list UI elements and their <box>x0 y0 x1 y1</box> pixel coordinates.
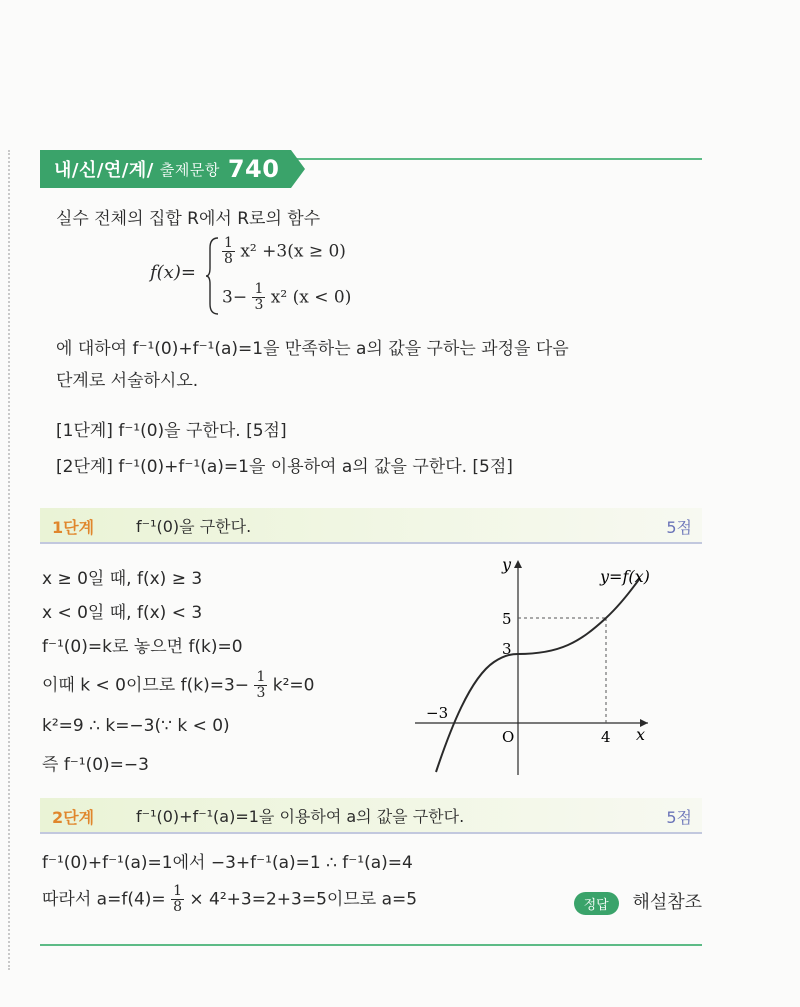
x-axis-label: x <box>636 725 646 744</box>
step1-line-4 <box>42 670 315 701</box>
problem-line-2: 단계로 서술하시오. <box>56 371 199 391</box>
step1-label: 1단계 <box>52 518 95 537</box>
step2-points: 5점 <box>666 808 692 827</box>
case1-den: 8 <box>224 251 233 267</box>
tick-neg3: −3 <box>426 704 449 722</box>
step1-frac-num: 1 <box>256 669 266 685</box>
step2-bar <box>40 798 702 834</box>
badge-main: 내/신/연/계/ <box>54 160 154 181</box>
step1-line-2: x < 0일 때, f(x) < 3 <box>42 603 203 623</box>
case2-rest: x² (x < 0) <box>270 287 352 308</box>
answer <box>574 888 702 915</box>
case2-pre: 3− <box>222 287 248 308</box>
step2-line-2-pre: 따라서 a=f(4)= <box>42 889 166 910</box>
step2-title: f⁻¹(0)+f⁻¹(a)=1을 이용하여 a의 값을 구한다. <box>136 807 465 826</box>
step2-label: 2단계 <box>52 808 95 827</box>
problem-badge <box>40 150 291 188</box>
case-1 <box>222 236 346 267</box>
curve-label: y=f(x) <box>600 567 650 586</box>
step1-frac-den: 3 <box>256 685 266 701</box>
case-2 <box>222 282 351 313</box>
tick-4: 4 <box>601 728 611 746</box>
step2-prompt: [2단계] f⁻¹(0)+f⁻¹(a)=1을 이용하여 a의 값을 구한다. [5점] <box>56 457 513 477</box>
y-axis-arrow <box>514 560 522 568</box>
step1-line-5: k²=9 ∴ k=−3(∵ k < 0) <box>42 716 230 736</box>
step1-line-4-text: 이때 k < 0이므로 f(k)=3− <box>42 675 250 696</box>
bottom-green-rule <box>40 944 702 946</box>
top-green-rule <box>290 158 702 160</box>
origin-label: O <box>502 728 515 746</box>
piecewise-brace <box>206 236 220 316</box>
y-axis-label: y <box>502 555 512 574</box>
answer-pill: 정답 <box>574 892 619 915</box>
tick-3: 3 <box>502 640 512 658</box>
case2-den: 3 <box>254 297 264 313</box>
step2-line-1: f⁻¹(0)+f⁻¹(a)=1에서 −3+f⁻¹(a)=1 ∴ f⁻¹(a)=4 <box>42 853 413 873</box>
step2-line-2 <box>42 884 417 915</box>
case1-num: 1 <box>224 235 233 251</box>
step2-frac-num: 1 <box>173 883 182 899</box>
case1-rest: x² +3(x ≥ 0) <box>240 241 346 262</box>
left-dotted-margin <box>8 150 10 970</box>
step1-line-6: 즉 f⁻¹(0)=−3 <box>42 755 149 775</box>
step1-points: 5점 <box>666 518 692 537</box>
step1-frac-tail: k²=0 <box>272 675 315 696</box>
step2-line-2-post: × 4²+3=2+3=5이므로 a=5 <box>189 889 418 910</box>
step1-line-3: f⁻¹(0)=k로 놓으면 f(k)=0 <box>42 637 243 657</box>
problem-line-1: 에 대하여 f⁻¹(0)+f⁻¹(a)=1을 만족하는 a의 값을 구하는 과정을 다음 <box>56 339 569 359</box>
problem-intro: 실수 전체의 집합 R에서 R로의 함수 <box>56 209 321 229</box>
tick-5: 5 <box>502 610 512 628</box>
answer-text: 해설참조 <box>632 892 702 913</box>
step2-frac-den: 8 <box>173 899 182 915</box>
badge-sub: 출제문항 <box>159 160 220 179</box>
badge-number: 740 <box>227 155 280 183</box>
step1-prompt: [1단계] f⁻¹(0)을 구한다. [5점] <box>56 421 287 441</box>
function-graph <box>410 550 710 780</box>
step1-title: f⁻¹(0)을 구한다. <box>136 517 252 536</box>
step1-bar <box>40 508 702 544</box>
func-name: f(x)= <box>150 262 196 283</box>
case2-num: 1 <box>254 281 264 297</box>
step1-line-1: x ≥ 0일 때, f(x) ≥ 3 <box>42 569 203 589</box>
